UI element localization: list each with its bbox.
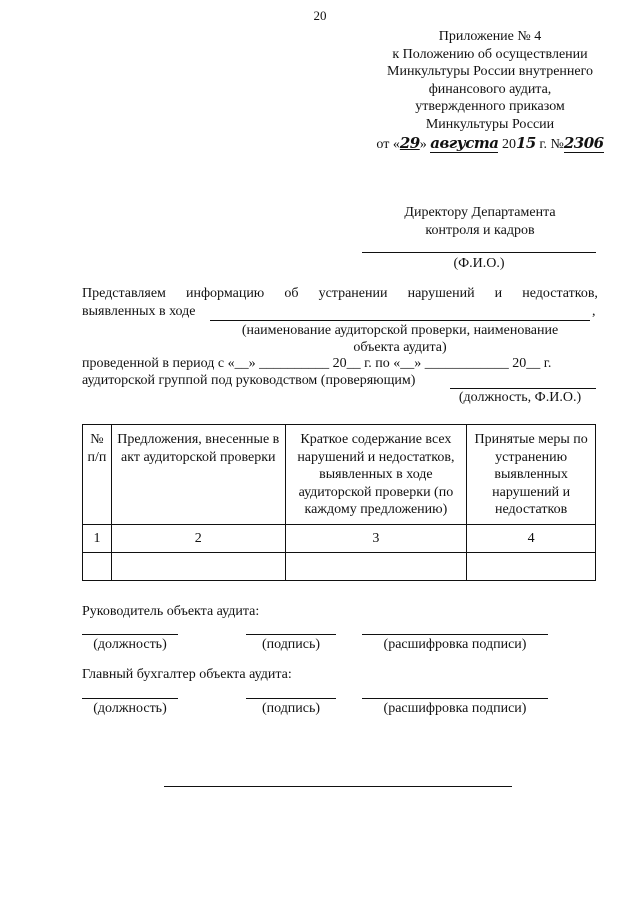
table-header-cell: Принятые меры по устранению выявленных нарушений и недостатков bbox=[467, 425, 596, 525]
table-cell: 3 bbox=[285, 525, 467, 553]
head-decoding-line bbox=[362, 634, 548, 635]
accountant-decoding-line bbox=[362, 698, 548, 699]
table-cell bbox=[83, 553, 112, 581]
leader-caption: (должность, Ф.И.О.) bbox=[458, 390, 582, 405]
accountant-position-caption: (должность) bbox=[93, 701, 167, 716]
footer-divider bbox=[164, 786, 512, 787]
audit-caption: (наименование аудиторской проверки, наименование объекта аудита) bbox=[241, 323, 559, 355]
audit-line-comma: , bbox=[592, 304, 596, 319]
page-number: 20 bbox=[313, 8, 327, 23]
measures-table bbox=[82, 424, 596, 581]
head-decoding-caption: (расшифровка подписи) bbox=[383, 637, 527, 652]
order-date-line: от «29» августа 2015 г. №2306 bbox=[376, 133, 604, 152]
table-header-cell: Предложения, внесенные в акт аудиторской проверки bbox=[111, 425, 285, 525]
recipient-line: Директору Департамента bbox=[404, 205, 556, 220]
handwritten-day: 29 bbox=[399, 133, 420, 152]
appendix-line: Приложение № 4 bbox=[438, 29, 542, 44]
head-signature-caption: (подпись) bbox=[261, 637, 321, 652]
appendix-line: финансового аудита, bbox=[428, 81, 552, 97]
handwritten-order-number: 2306 bbox=[563, 133, 604, 152]
head-position-line bbox=[82, 634, 178, 635]
table-cell bbox=[467, 553, 596, 581]
appendix-line: к Положению об осуществлении bbox=[392, 46, 588, 62]
table-row bbox=[83, 553, 596, 581]
leader-blank-line bbox=[450, 388, 596, 389]
recipient-block bbox=[360, 204, 600, 239]
group-line: аудиторской группой под руководством (проверяющим) bbox=[82, 373, 416, 388]
fio-caption: (Ф.И.О.) bbox=[453, 256, 505, 271]
table-header-cell: Краткое содержание всех нарушений и недостатков, выявленных в ходе аудиторской проверки (по каждому предложению) bbox=[285, 425, 467, 525]
accountant-signature-caption: (подпись) bbox=[261, 701, 321, 716]
table-cell bbox=[285, 553, 467, 581]
audit-blank-line bbox=[210, 320, 590, 321]
period-line: проведенной в период с «__» __________ 20__ г. по «__» ____________ 20__ г. bbox=[82, 356, 552, 371]
intro-line: Представляем информацию об устранении нарушений и недостатков, bbox=[82, 286, 598, 301]
table-header-row bbox=[83, 425, 596, 525]
fio-blank-line bbox=[362, 252, 596, 253]
accountant-title: Главный бухгалтер объекта аудита: bbox=[82, 667, 292, 682]
accountant-position-line bbox=[82, 698, 178, 699]
handwritten-month: августа bbox=[430, 133, 499, 152]
accountant-signature-line bbox=[246, 698, 336, 699]
handwritten-year: 15 bbox=[515, 133, 536, 152]
head-position-caption: (должность) bbox=[93, 637, 167, 652]
table-cell: 4 bbox=[467, 525, 596, 553]
appendix-line: Минкультуры России bbox=[425, 116, 555, 132]
table-cell: 1 bbox=[83, 525, 112, 553]
table-row bbox=[83, 525, 596, 553]
table-header-cell: № п/п bbox=[83, 425, 112, 525]
audit-line-prefix: выявленных в ходе bbox=[82, 304, 196, 319]
table-cell bbox=[111, 553, 285, 581]
appendix-line: утвержденного приказом bbox=[415, 99, 565, 115]
table-cell: 2 bbox=[111, 525, 285, 553]
appendix-header bbox=[340, 28, 640, 153]
head-title: Руководитель объекта аудита: bbox=[82, 604, 260, 619]
head-signature-line bbox=[246, 634, 336, 635]
appendix-line: Минкультуры России внутреннего bbox=[387, 64, 593, 80]
recipient-line: контроля и кадров bbox=[425, 222, 535, 238]
accountant-decoding-caption: (расшифровка подписи) bbox=[383, 701, 527, 716]
